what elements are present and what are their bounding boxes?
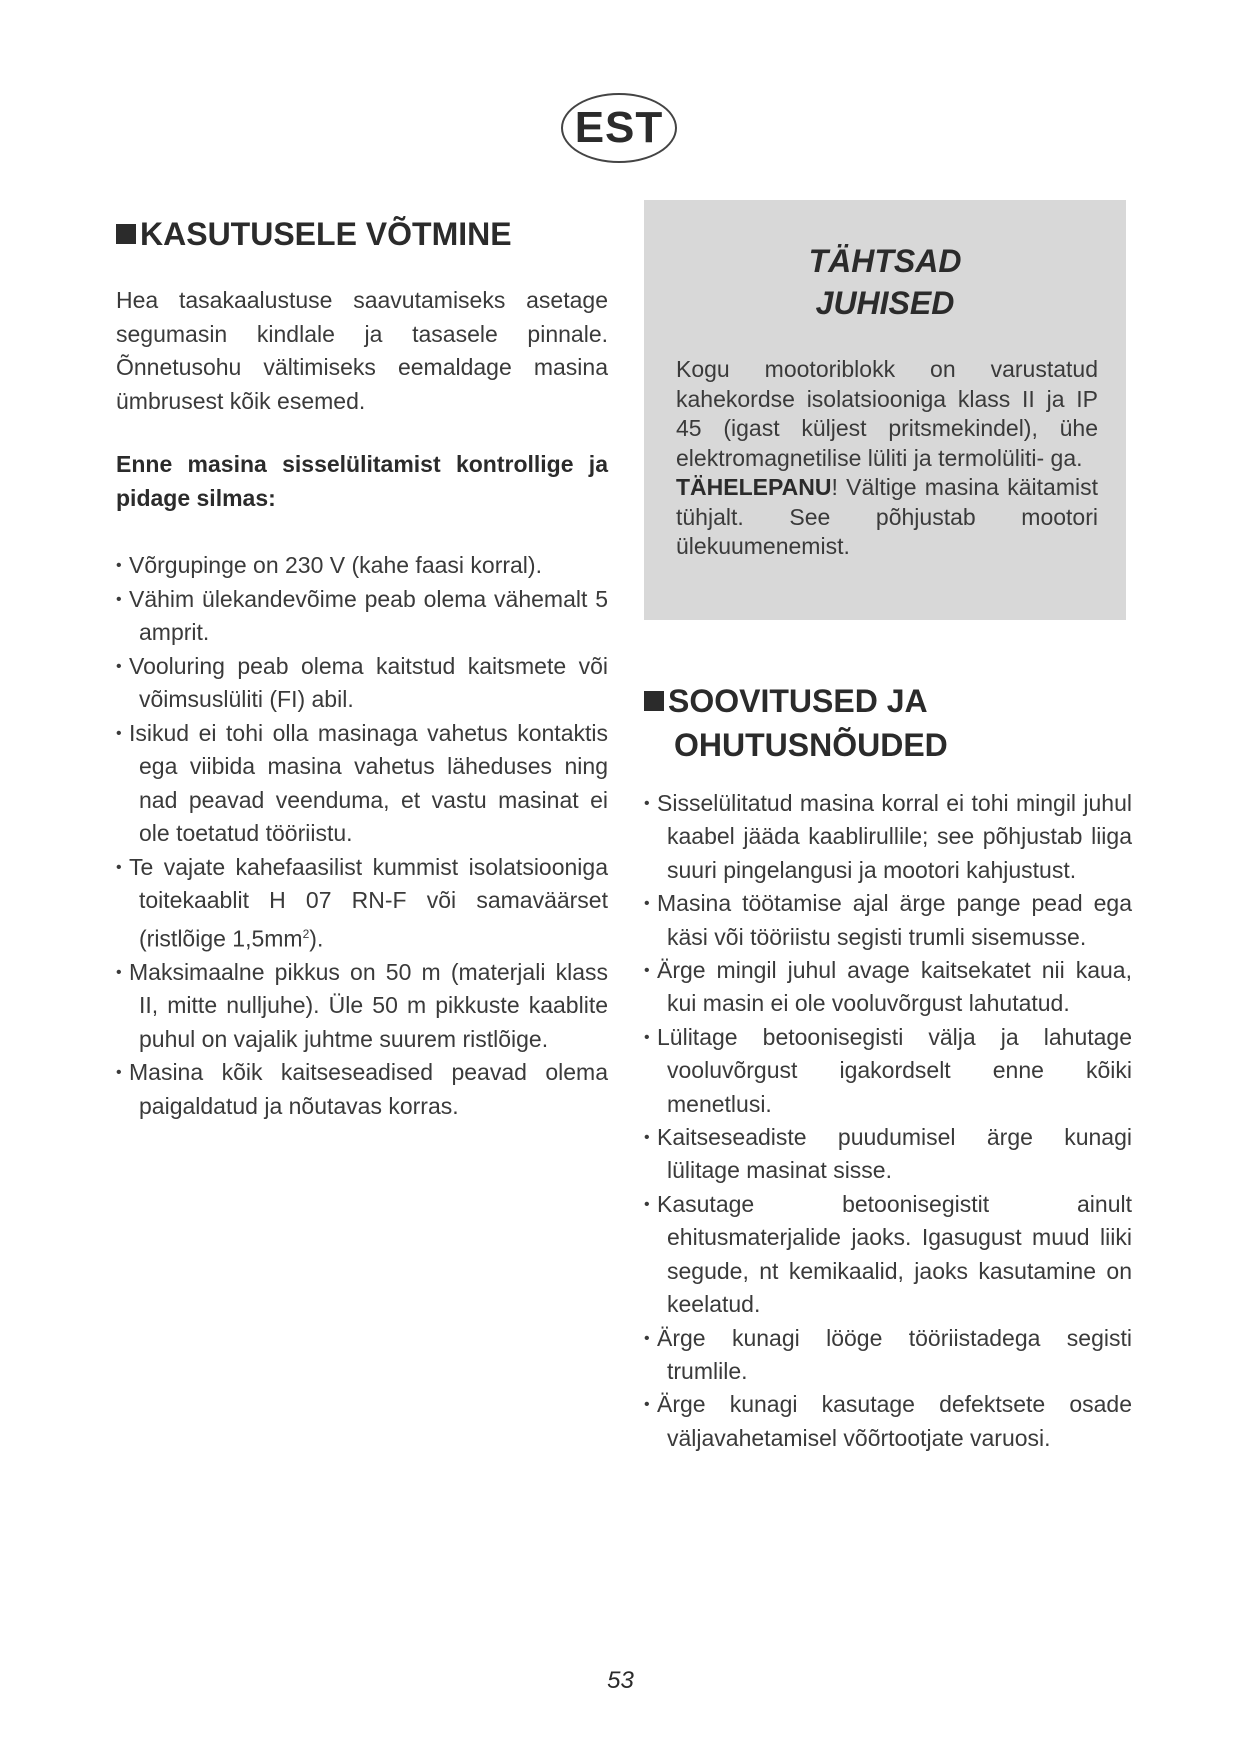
- heading-square-icon: [116, 224, 136, 244]
- list-item: • Vähim ülekandevõime peab olema vähemalt 5 amprit.: [116, 583, 608, 650]
- bullet-icon: •: [644, 895, 650, 913]
- safety-list: [644, 787, 1132, 1455]
- language-badge: [561, 93, 677, 163]
- section-title-soovitused: SOOVITUSED JA OHUTUSNÕUDED: [644, 679, 948, 767]
- bullet-icon: •: [644, 1329, 650, 1347]
- bullet-icon: •: [644, 795, 650, 812]
- bullet-icon: •: [116, 590, 122, 608]
- lead-paragraph: Enne masina sisselülitamist kontrollige ja pidage silmas:: [116, 451, 608, 511]
- notice-title: TÄHTSAD JUHISED: [808, 243, 962, 321]
- bullet-icon: •: [116, 858, 122, 876]
- notice-body: Kogu mootoriblokk on varustatud kahekordse isolatsiooniga klass II ja IP 45 (igast küljest pritsmekindel), ühe elektromagnetilise lüliti ja termolüliti- ga. TÄHELEPANU! Vältige masina käitamist tühjalt. See põhjustab mootori ülekuumenemist.: [676, 356, 1098, 559]
- requirements-list: [116, 549, 608, 1123]
- section-title-kasutusele: KASUTUSELE VÕTMINE: [116, 212, 512, 256]
- list-item: • Masina töötamise ajal ärge pange pead ega käsi või tööriistu segisti trumli sisemusse.: [644, 887, 1132, 954]
- bullet-icon: •: [644, 1028, 650, 1046]
- list-item: • Masina kõik kaitseseadised peavad olema paigaldatud ja nõutavas korras.: [116, 1056, 608, 1123]
- bullet-icon: •: [116, 724, 122, 742]
- bullet-icon: •: [116, 557, 122, 574]
- heading-square-icon: [644, 691, 664, 711]
- list-item: • Isikud ei tohi olla masinaga vahetus kontaktis ega viibida masina vahetus läheduses ning nad peavad veenduma, et vastu masinat ei ole toetatud tööriistu.: [116, 717, 608, 851]
- safety-list-container: [644, 787, 1132, 1455]
- bullet-icon: •: [116, 963, 122, 981]
- bullet-icon: •: [644, 1195, 650, 1213]
- list-item: • Kaitseseadiste puudumisel ärge kunagi lülitage masinat sisse.: [644, 1121, 1132, 1188]
- list-item: • Vooluring peab olema kaitstud kaitsmete või võimsuslüliti (FI) abil.: [116, 650, 608, 717]
- language-code: EST: [574, 103, 664, 152]
- left-column: [116, 284, 608, 1123]
- list-item: • Ärge kunagi lööge tööriistadega segisti trumlile.: [644, 1322, 1132, 1389]
- list-item: • Te vajate kahefaasilist kummist isolatsiooniga toitekaablit H 07 RN-F või samaväärset (ristlõige $1,5mm^2$).: [116, 851, 608, 956]
- warning-label: TÄHELEPANU: [676, 474, 832, 500]
- page-number: 53: [607, 1667, 634, 1694]
- list-item: • Ärge mingil juhul avage kaitsekatet nii kaua, kui masin ei ole vooluvõrgust lahutatud.: [644, 954, 1132, 1021]
- bullet-icon: •: [644, 1396, 650, 1414]
- list-item: • Kasutage betoonisegistit ainult ehitusmaterjalide jaoks. Igasugust muud liiki segude, nt kemikaalid, jaoks kasutamine on keelatud.: [644, 1188, 1132, 1322]
- important-notice-box: [644, 200, 1126, 620]
- list-item: • Ärge kunagi kasutage defektsete osade väljavahetamisel võõrtootjate varuosi.: [644, 1388, 1132, 1455]
- list-item: • Maksimaalne pikkus on 50 m (materjali klass II, mitte nulljuhe). Üle 50 m pikkuste kaablite puhul on vajalik juhtme suurem ristlõige.: [116, 956, 608, 1057]
- list-item: • Lülitage betoonisegisti välja ja lahutage vooluvõrgust igakordselt enne kõiki menetlusi.: [644, 1021, 1132, 1121]
- bullet-icon: •: [116, 657, 122, 675]
- bullet-icon: •: [116, 1064, 122, 1082]
- bullet-icon: •: [644, 962, 650, 980]
- list-item: • Võrgupinge on 230 V (kahe faasi korral).: [116, 549, 608, 583]
- list-item: • Sisselülitatud masina korral ei tohi mingil juhul kaabel jääda kaablirullile; see põhjustab liiga suuri pingelangusi ja mootori kahjustust.: [644, 787, 1132, 887]
- bullet-icon: •: [644, 1129, 650, 1147]
- intro-paragraph: Hea tasakaalustuse saavutamiseks asetage segumasin kindlale ja tasasele pinnale. Õnnetusohu vältimiseks eemaldage masina ümbrusest kõik esemed.: [116, 287, 608, 414]
